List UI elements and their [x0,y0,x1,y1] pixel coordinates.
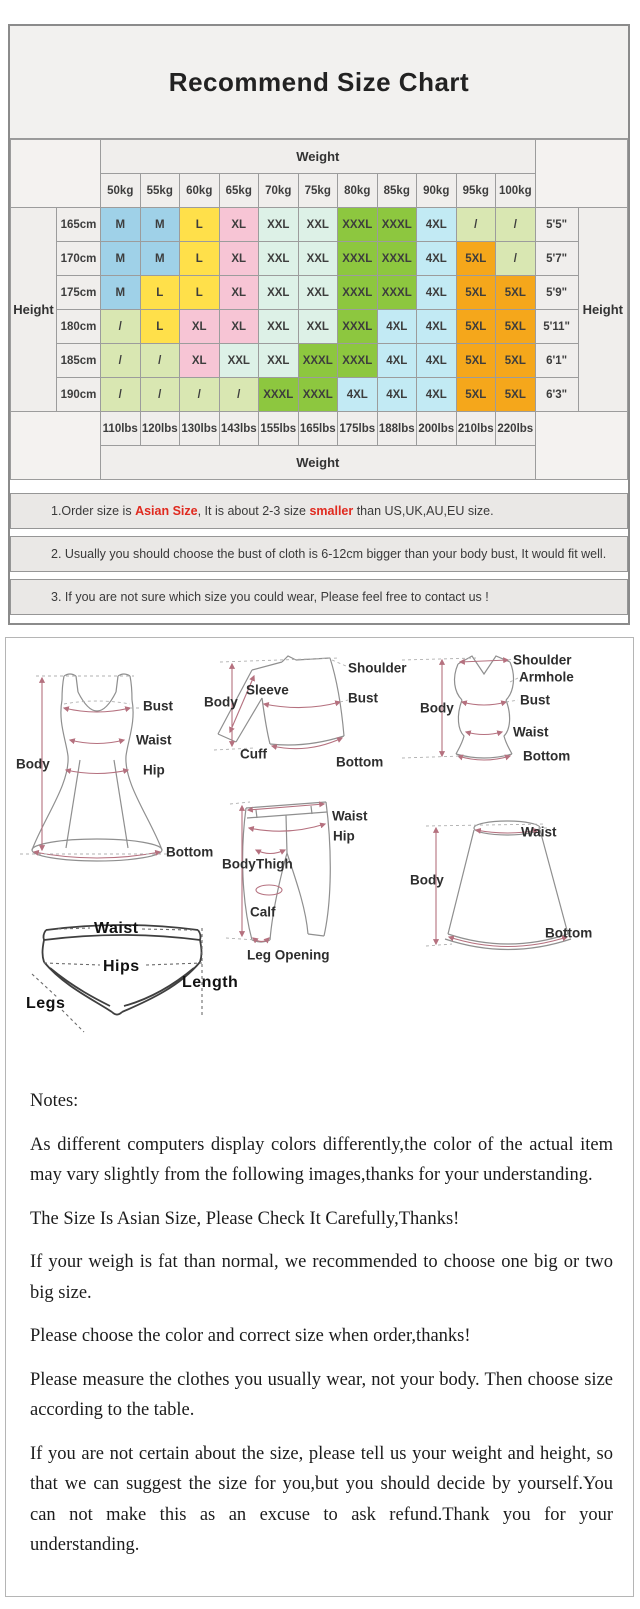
size-row [11,208,628,242]
size-cell: XXXL [298,344,338,378]
weight-lbs-cell: 188lbs [377,412,417,446]
notes-paragraph: The Size Is Asian Size, Please Check It Carefully,Thanks! [30,1208,460,1229]
size-cell: M [140,242,180,276]
size-cell: XXXL [338,310,378,344]
size-cell: M [101,208,141,242]
diagram-label-waist: Waist [332,808,368,824]
skirt-guide-lines [426,824,550,946]
page-title: Recommend Size Chart [10,26,628,139]
size-row [11,276,628,310]
height-ft-cell: 5'11" [535,310,578,344]
size-cell: XL [180,310,220,344]
diagram-label-bottom: Bottom [545,925,593,941]
height-cm-cell: 185cm [57,344,101,378]
notes-paragraph: If you are not certain about the size, please tell us your weight and height, so that we can suggest the size for you,but you should decide by yourself.You can not make this as an excuse to ask refund.Thank you for your understanding. [30,1443,613,1556]
tip-bust-advice [10,536,628,572]
weight-kg-cell: 95kg [456,174,496,208]
diagram-label-bust: Bust [520,692,550,708]
vest-diagram [455,656,514,758]
size-cell: XL [219,208,259,242]
notes-section [30,1086,613,1574]
weight-lbs-cell: 155lbs [259,412,299,446]
weight-kg-cell: 80kg [338,174,378,208]
size-cell: XXXL [377,276,417,310]
size-cell: XXXL [259,378,299,412]
notes-paragraph: As different computers display colors differently,the color of the actual item may vary slightly from the following images,thanks for your understanding. [30,1134,613,1186]
shirt-measure-arrows [230,664,342,749]
height-label-left: Height [11,208,57,412]
size-cell: / [101,344,141,378]
size-cell: XXL [259,276,299,310]
size-cell: 4XL [338,378,378,412]
height-label-right: Height [578,208,627,412]
size-cell: / [140,344,180,378]
size-cell: L [180,242,220,276]
height-cm-cell: 175cm [57,276,101,310]
size-cell: 4XL [417,242,457,276]
diagram-label-body: Body [204,694,238,710]
diagram-label-bottom: Bottom [336,754,384,770]
weight-kg-cell: 85kg [377,174,417,208]
diagram-label-waist: Waist [513,724,549,740]
size-cell: XXXL [338,344,378,378]
height-ft-cell: 5'7" [535,242,578,276]
size-chart-section [8,24,630,625]
size-cell: 5XL [496,310,536,344]
weight-header-top: Weight [101,140,536,174]
tip-text: 3. If you are not sure which size you could wear, Please feel free to contact us ! [51,590,489,604]
size-cell: XXL [259,208,299,242]
size-table [10,139,628,480]
size-cell: XXL [298,310,338,344]
size-cell: XXXL [377,242,417,276]
weight-lbs-row [11,412,628,446]
size-row [11,344,628,378]
diagram-label-waist: Waist [521,824,557,840]
size-cell: 4XL [417,310,457,344]
briefs-guide-lines [32,928,202,1032]
size-cell: / [180,378,220,412]
size-cell: 5XL [496,276,536,310]
weight-lbs-cell: 120lbs [140,412,180,446]
weight-kg-cell: 65kg [219,174,259,208]
size-cell: 4XL [417,276,457,310]
weight-header-row [11,140,628,174]
size-cell: XXL [298,208,338,242]
weight-lbs-cell: 175lbs [338,412,378,446]
weight-lbs-cell: 200lbs [417,412,457,446]
size-cell: / [219,378,259,412]
size-cell: 5XL [456,242,496,276]
size-cell: / [456,208,496,242]
measurement-guide-section [5,637,634,1597]
weight-lbs-cell: 110lbs [101,412,141,446]
diagram-label-hip: Hip [333,828,355,844]
weight-kg-cell: 90kg [417,174,457,208]
diagram-label-waist: Waist [136,732,172,748]
diagram-label-armhole: Armhole [519,669,574,685]
size-cell: 4XL [377,344,417,378]
weight-lbs-cell: 130lbs [180,412,220,446]
diagram-label-bottom: Bottom [523,748,571,764]
measurement-diagrams [6,638,631,1108]
weight-kg-cell: 75kg [298,174,338,208]
size-cell: XXL [298,242,338,276]
size-cell: XXXL [338,276,378,310]
diagram-label-hips: Hips [103,958,140,975]
size-cell: M [140,208,180,242]
tip-text-red: smaller [309,504,354,518]
size-cell: 4XL [417,344,457,378]
size-cell: / [101,310,141,344]
weight-kg-cell: 60kg [180,174,220,208]
diagram-label-body: Body [222,856,256,872]
diagram-label-length: Length [182,974,239,991]
size-row [11,378,628,412]
corner-cell [535,412,627,480]
diagram-label-thigh: Thigh [256,856,293,872]
size-cell: 5XL [456,378,496,412]
size-cell: XXXL [377,208,417,242]
height-ft-cell: 5'9" [535,276,578,310]
weight-kg-cell: 50kg [101,174,141,208]
size-cell: 4XL [377,310,417,344]
diagram-label-cuff: Cuff [240,746,267,762]
dress-measure-arrows [34,678,160,858]
notes-paragraph: If your weigh is fat than normal, we recommended to choose one big or two big size. [30,1252,613,1303]
size-cell: XXXL [338,242,378,276]
size-cell: 5XL [456,276,496,310]
size-cell: / [496,208,536,242]
size-cell: L [140,276,180,310]
size-cell: XL [219,276,259,310]
pants-diagram [243,802,331,942]
size-cell: L [140,310,180,344]
diagram-label-body: Body [410,872,444,888]
height-cm-cell: 190cm [57,378,101,412]
tip-contact-us [10,579,628,615]
diagram-label-calf: Calf [250,904,276,920]
height-cm-cell: 170cm [57,242,101,276]
weight-footer-row [11,446,628,480]
diagram-label-body: Body [420,700,454,716]
size-row [11,310,628,344]
corner-cell [535,140,627,208]
notes-paragraph: Please measure the clothes you usually wear, not your body. Then choose size according to the table. [30,1369,613,1421]
corner-cell [11,140,101,208]
size-cell: XXL [259,242,299,276]
size-cell: M [101,242,141,276]
diagram-label-bust: Bust [348,690,378,706]
notes-paragraph: Please choose the color and correct size when order,thanks! [30,1326,471,1347]
corner-cell [11,412,101,480]
weight-lbs-cell: 165lbs [298,412,338,446]
diagram-label-hip: Hip [143,762,165,778]
size-cell: L [180,276,220,310]
weight-kg-row [11,174,628,208]
size-cell: XXL [259,344,299,378]
tip-text: 1.Order size is [51,504,136,518]
diagram-label-bottom: Bottom [166,844,214,860]
size-cell: 4XL [417,208,457,242]
size-cell: XXL [259,310,299,344]
size-cell: L [180,208,220,242]
weight-header-bottom: Weight [101,446,536,480]
size-cell: 5XL [456,310,496,344]
diagram-label-sleeve: Sleeve [246,682,289,698]
size-cell: XXL [219,344,259,378]
diagram-label-shoulder: Shoulder [513,652,572,668]
height-cm-cell: 165cm [57,208,101,242]
size-cell: 4XL [377,378,417,412]
height-cm-cell: 180cm [57,310,101,344]
weight-kg-cell: 55kg [140,174,180,208]
weight-lbs-cell: 143lbs [219,412,259,446]
diagram-label-bust: Bust [143,698,173,714]
size-cell: 5XL [496,344,536,378]
size-tips [10,480,628,623]
size-row [11,242,628,276]
tip-text-red: Asian Size [135,504,198,518]
size-cell: M [101,276,141,310]
weight-kg-cell: 100kg [496,174,536,208]
weight-lbs-cell: 220lbs [496,412,536,446]
tip-text: , It is about 2-3 size [197,504,310,518]
size-cell: 5XL [456,344,496,378]
diagram-label-waist: Waist [94,920,139,937]
diagram-label-shoulder: Shoulder [348,660,407,676]
weight-lbs-cell: 210lbs [456,412,496,446]
diagram-label-legs: Legs [26,995,66,1012]
height-ft-cell: 6'1" [535,344,578,378]
size-cell: XL [219,242,259,276]
tip-order-size [10,493,628,529]
diagram-label-body: Body [16,756,50,772]
size-cell: XXXL [298,378,338,412]
size-cell: XL [180,344,220,378]
size-cell: 4XL [417,378,457,412]
size-cell: / [140,378,180,412]
diagram-label-leg-opening: Leg Opening [247,947,330,963]
height-ft-cell: 6'3" [535,378,578,412]
height-ft-cell: 5'5" [535,208,578,242]
size-cell: 5XL [496,378,536,412]
size-cell: XL [219,310,259,344]
tip-text: than US,UK,AU,EU size. [353,504,494,518]
size-cell: / [496,242,536,276]
weight-kg-cell: 70kg [259,174,299,208]
notes-heading: Notes: [30,1091,79,1111]
size-cell: XXXL [338,208,378,242]
size-table-body [11,140,628,480]
size-cell: XXL [298,276,338,310]
pants-measure-arrows [242,804,325,942]
tip-text: 2. Usually you should choose the bust of cloth is 6-12cm bigger than your body bust, It would fit well. [51,547,607,561]
size-cell: / [101,378,141,412]
